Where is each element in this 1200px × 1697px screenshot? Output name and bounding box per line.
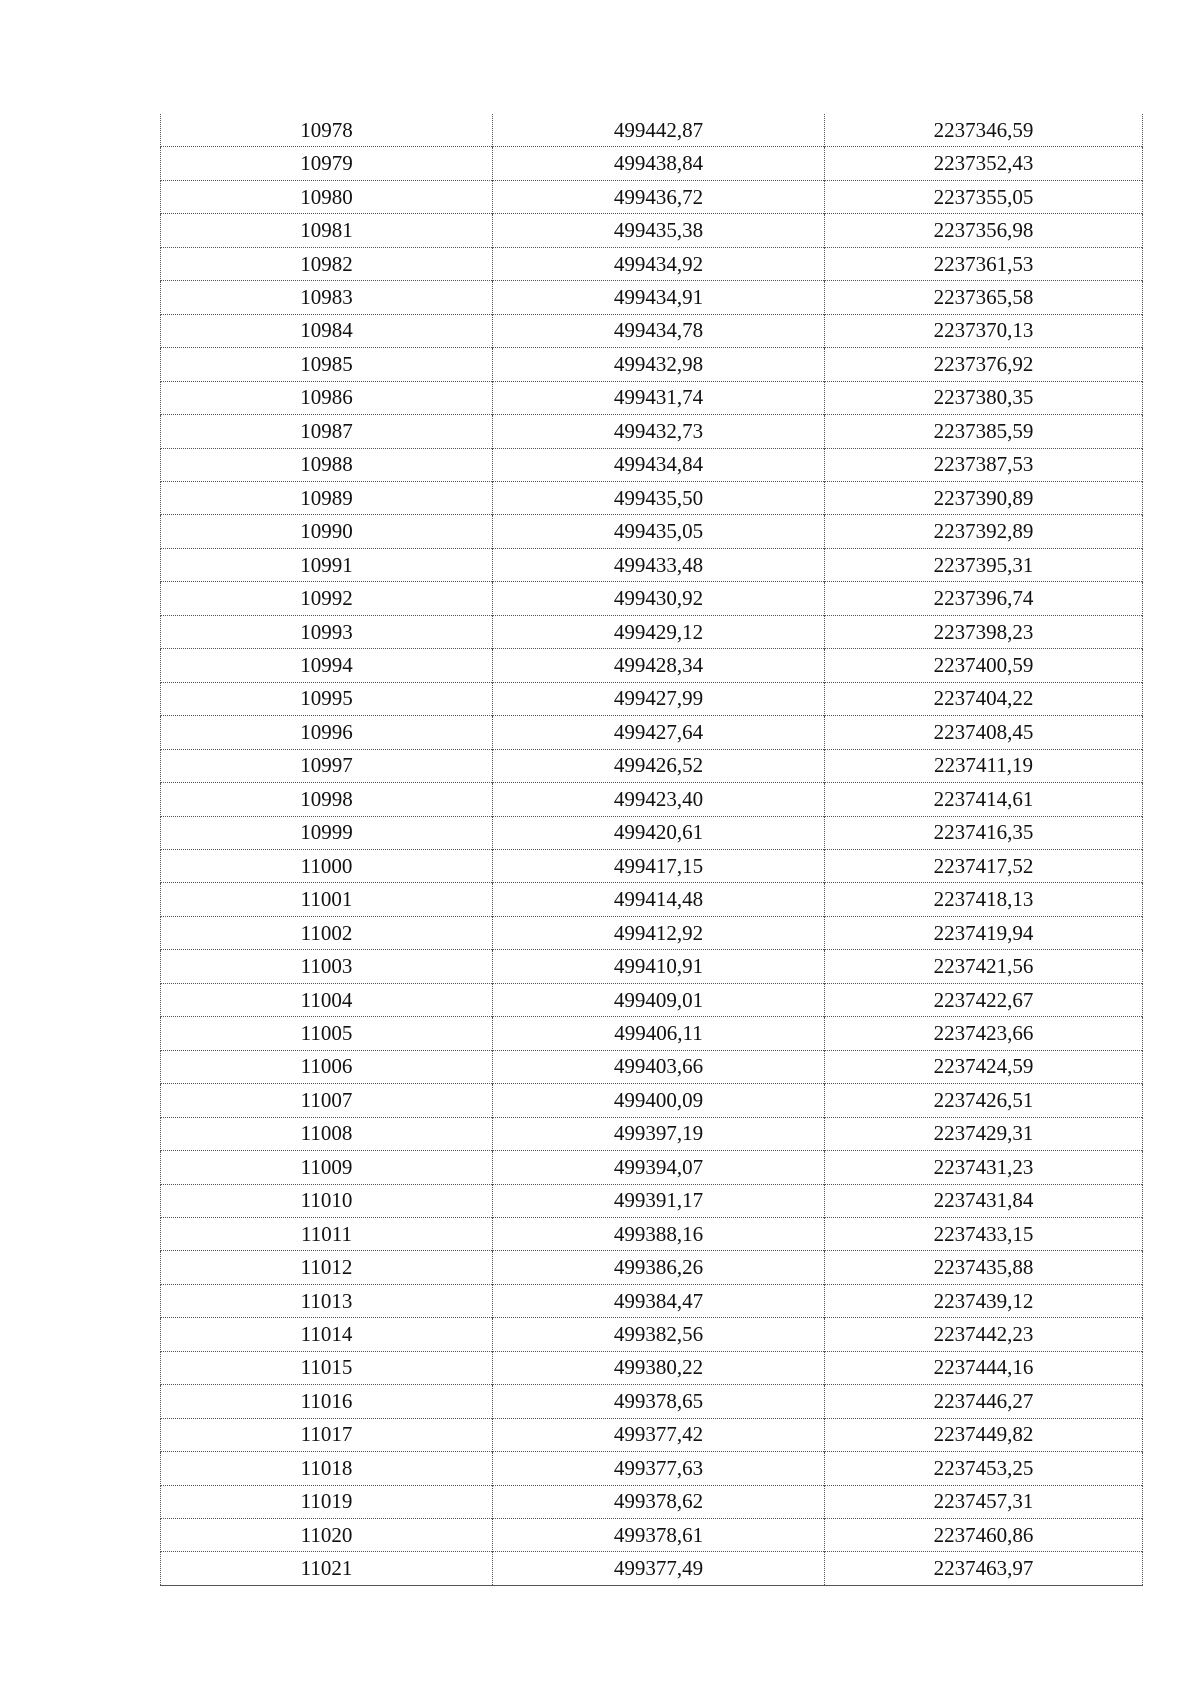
table-row [161,783,1143,816]
x-coordinate-cell: 499410,91 [493,950,825,983]
x-coordinate-cell: 499417,15 [493,849,825,882]
y-coordinate-cell: 2237414,61 [825,783,1143,816]
table-row [161,816,1143,849]
table-row [161,615,1143,648]
point-number-cell: 11007 [161,1084,493,1117]
x-coordinate-cell: 499378,65 [493,1385,825,1418]
table-row [161,1351,1143,1384]
x-coordinate-cell: 499384,47 [493,1284,825,1317]
y-coordinate-cell: 2237355,05 [825,180,1143,213]
y-coordinate-cell: 2237446,27 [825,1385,1143,1418]
point-number-cell: 10989 [161,481,493,514]
x-coordinate-cell: 499436,72 [493,180,825,213]
point-number-cell: 11003 [161,950,493,983]
x-coordinate-cell: 499431,74 [493,381,825,414]
x-coordinate-cell: 499435,50 [493,481,825,514]
y-coordinate-cell: 2237395,31 [825,548,1143,581]
point-number-cell: 10993 [161,615,493,648]
y-coordinate-cell: 2237365,58 [825,281,1143,314]
table-row [161,1452,1143,1485]
point-number-cell: 11002 [161,916,493,949]
y-coordinate-cell: 2237433,15 [825,1217,1143,1250]
table-row [161,180,1143,213]
table-row [161,448,1143,481]
y-coordinate-cell: 2237385,59 [825,415,1143,448]
x-coordinate-cell: 499426,52 [493,749,825,782]
point-number-cell: 10996 [161,716,493,749]
table-row [161,548,1143,581]
x-coordinate-cell: 499377,42 [493,1418,825,1451]
y-coordinate-cell: 2237411,19 [825,749,1143,782]
point-number-cell: 11005 [161,1017,493,1050]
table-row [161,1184,1143,1217]
point-number-cell: 11013 [161,1284,493,1317]
x-coordinate-cell: 499434,91 [493,281,825,314]
x-coordinate-cell: 499428,34 [493,649,825,682]
x-coordinate-cell: 499378,61 [493,1519,825,1552]
y-coordinate-cell: 2237387,53 [825,448,1143,481]
table-row [161,515,1143,548]
x-coordinate-cell: 499414,48 [493,883,825,916]
x-coordinate-cell: 499377,63 [493,1452,825,1485]
point-number-cell: 10995 [161,682,493,715]
y-coordinate-cell: 2237431,84 [825,1184,1143,1217]
table-row [161,1284,1143,1317]
y-coordinate-cell: 2237449,82 [825,1418,1143,1451]
point-number-cell: 10982 [161,247,493,280]
y-coordinate-cell: 2237361,53 [825,247,1143,280]
table-row [161,883,1143,916]
table-row [161,749,1143,782]
table-row [161,1050,1143,1083]
point-number-cell: 10988 [161,448,493,481]
y-coordinate-cell: 2237423,66 [825,1017,1143,1050]
y-coordinate-cell: 2237429,31 [825,1117,1143,1150]
x-coordinate-cell: 499378,62 [493,1485,825,1518]
y-coordinate-cell: 2237463,97 [825,1552,1143,1585]
point-number-cell: 10999 [161,816,493,849]
table-row [161,314,1143,347]
point-number-cell: 10985 [161,348,493,381]
point-number-cell: 10981 [161,214,493,247]
point-number-cell: 11006 [161,1050,493,1083]
x-coordinate-cell: 499423,40 [493,783,825,816]
point-number-cell: 10991 [161,548,493,581]
y-coordinate-cell: 2237390,89 [825,481,1143,514]
point-number-cell: 10994 [161,649,493,682]
table-row [161,1017,1143,1050]
table-row [161,1552,1143,1585]
x-coordinate-cell: 499442,87 [493,114,825,147]
point-number-cell: 10998 [161,783,493,816]
table-row [161,1084,1143,1117]
point-number-cell: 11008 [161,1117,493,1150]
point-number-cell: 10987 [161,415,493,448]
y-coordinate-cell: 2237431,23 [825,1151,1143,1184]
y-coordinate-cell: 2237435,88 [825,1251,1143,1284]
point-number-cell: 11009 [161,1151,493,1184]
point-number-cell: 11010 [161,1184,493,1217]
y-coordinate-cell: 2237398,23 [825,615,1143,648]
y-coordinate-cell: 2237417,52 [825,849,1143,882]
y-coordinate-cell: 2237404,22 [825,682,1143,715]
y-coordinate-cell: 2237392,89 [825,515,1143,548]
point-number-cell: 11021 [161,1552,493,1585]
point-number-cell: 11012 [161,1251,493,1284]
x-coordinate-cell: 499434,84 [493,448,825,481]
y-coordinate-cell: 2237439,12 [825,1284,1143,1317]
y-coordinate-cell: 2237444,16 [825,1351,1143,1384]
y-coordinate-cell: 2237346,59 [825,114,1143,147]
y-coordinate-cell: 2237356,98 [825,214,1143,247]
x-coordinate-cell: 499397,19 [493,1117,825,1150]
table-row [161,281,1143,314]
point-number-cell: 11001 [161,883,493,916]
point-number-cell: 10983 [161,281,493,314]
table-row [161,247,1143,280]
x-coordinate-cell: 499412,92 [493,916,825,949]
point-number-cell: 11016 [161,1385,493,1418]
x-coordinate-cell: 499388,16 [493,1217,825,1250]
x-coordinate-cell: 499434,92 [493,247,825,280]
x-coordinate-cell: 499382,56 [493,1318,825,1351]
y-coordinate-cell: 2237457,31 [825,1485,1143,1518]
coordinates-table-body [161,114,1143,1585]
x-coordinate-cell: 499433,48 [493,548,825,581]
point-number-cell: 11018 [161,1452,493,1485]
x-coordinate-cell: 499420,61 [493,816,825,849]
y-coordinate-cell: 2237396,74 [825,582,1143,615]
x-coordinate-cell: 499432,98 [493,348,825,381]
y-coordinate-cell: 2237376,92 [825,348,1143,381]
y-coordinate-cell: 2237460,86 [825,1519,1143,1552]
x-coordinate-cell: 499427,64 [493,716,825,749]
point-number-cell: 10992 [161,582,493,615]
x-coordinate-cell: 499394,07 [493,1151,825,1184]
x-coordinate-cell: 499386,26 [493,1251,825,1284]
x-coordinate-cell: 499427,99 [493,682,825,715]
table-row [161,114,1143,147]
point-number-cell: 11017 [161,1418,493,1451]
y-coordinate-cell: 2237408,45 [825,716,1143,749]
x-coordinate-cell: 499434,78 [493,314,825,347]
y-coordinate-cell: 2237426,51 [825,1084,1143,1117]
table-row [161,983,1143,1016]
point-number-cell: 11020 [161,1519,493,1552]
point-number-cell: 10984 [161,314,493,347]
table-row [161,916,1143,949]
y-coordinate-cell: 2237400,59 [825,649,1143,682]
table-row [161,950,1143,983]
y-coordinate-cell: 2237453,25 [825,1452,1143,1485]
table-row [161,214,1143,247]
point-number-cell: 11004 [161,983,493,1016]
x-coordinate-cell: 499391,17 [493,1184,825,1217]
point-number-cell: 11011 [161,1217,493,1250]
table-row [161,1485,1143,1518]
point-number-cell: 11019 [161,1485,493,1518]
table-row [161,682,1143,715]
point-number-cell: 10986 [161,381,493,414]
table-row [161,1217,1143,1250]
x-coordinate-cell: 499400,09 [493,1084,825,1117]
y-coordinate-cell: 2237422,67 [825,983,1143,1016]
point-number-cell: 11000 [161,849,493,882]
table-row [161,1117,1143,1150]
x-coordinate-cell: 499406,11 [493,1017,825,1050]
point-number-cell: 10980 [161,180,493,213]
coordinates-table [160,114,1143,1586]
x-coordinate-cell: 499403,66 [493,1050,825,1083]
y-coordinate-cell: 2237418,13 [825,883,1143,916]
point-number-cell: 10990 [161,515,493,548]
y-coordinate-cell: 2237352,43 [825,147,1143,180]
table-row [161,147,1143,180]
x-coordinate-cell: 499380,22 [493,1351,825,1384]
table-row [161,649,1143,682]
table-row [161,582,1143,615]
table-row [161,1318,1143,1351]
table-row [161,849,1143,882]
table-row [161,716,1143,749]
x-coordinate-cell: 499435,05 [493,515,825,548]
x-coordinate-cell: 499409,01 [493,983,825,1016]
y-coordinate-cell: 2237442,23 [825,1318,1143,1351]
x-coordinate-cell: 499435,38 [493,214,825,247]
table-row [161,1418,1143,1451]
point-number-cell: 11015 [161,1351,493,1384]
y-coordinate-cell: 2237424,59 [825,1050,1143,1083]
table-row [161,1385,1143,1418]
point-number-cell: 11014 [161,1318,493,1351]
table-row [161,1251,1143,1284]
table-row [161,348,1143,381]
point-number-cell: 10979 [161,147,493,180]
y-coordinate-cell: 2237370,13 [825,314,1143,347]
point-number-cell: 10997 [161,749,493,782]
table-row [161,481,1143,514]
y-coordinate-cell: 2237416,35 [825,816,1143,849]
y-coordinate-cell: 2237421,56 [825,950,1143,983]
x-coordinate-cell: 499430,92 [493,582,825,615]
table-row [161,1519,1143,1552]
x-coordinate-cell: 499438,84 [493,147,825,180]
table-row [161,415,1143,448]
x-coordinate-cell: 499429,12 [493,615,825,648]
table-row [161,1151,1143,1184]
x-coordinate-cell: 499377,49 [493,1552,825,1585]
y-coordinate-cell: 2237419,94 [825,916,1143,949]
x-coordinate-cell: 499432,73 [493,415,825,448]
point-number-cell: 10978 [161,114,493,147]
table-row [161,381,1143,414]
y-coordinate-cell: 2237380,35 [825,381,1143,414]
